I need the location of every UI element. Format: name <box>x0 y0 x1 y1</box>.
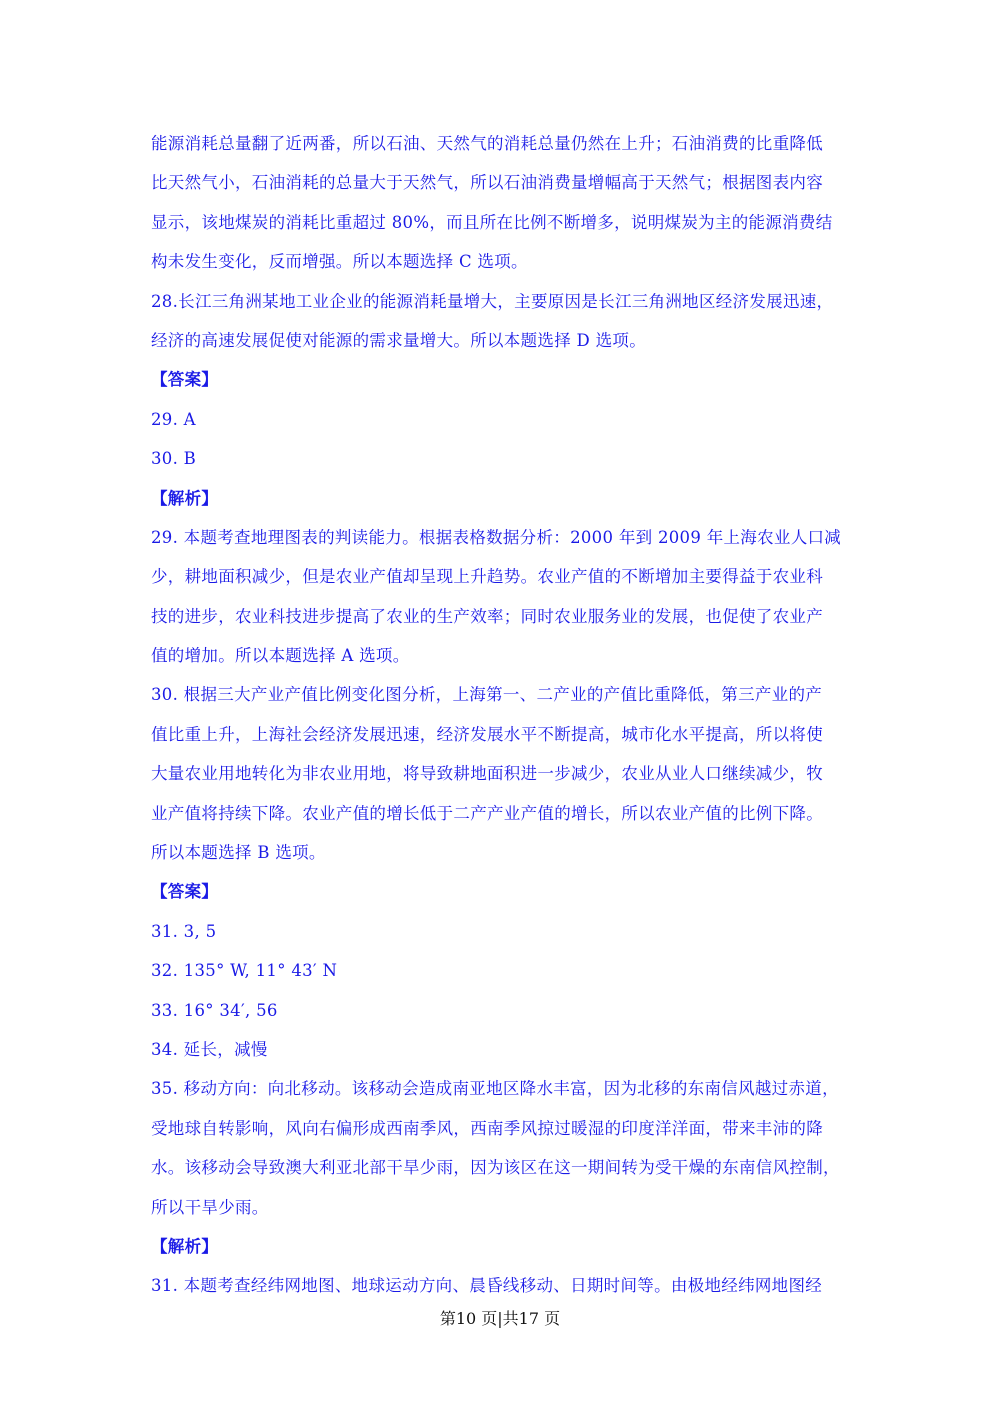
text-line: 业产值将持续下降。农业产值的增长低于二产产业产值的增长，所以农业产值的比例下降。 <box>151 803 823 823</box>
text-line: 大量农业用地转化为非农业用地，将导致耕地面积进一步减少，农业从业人口继续减少，牧 <box>151 764 823 784</box>
text-line: 所以干旱少雨。 <box>151 1197 269 1217</box>
section-heading-analysis: 【解析】 <box>151 488 219 508</box>
answer-line: 31. 3, 5 <box>151 921 217 941</box>
text-line: 能源消耗总量翻了近两番，所以石油、天然气的消耗总量仍然在上升；石油消费的比重降低 <box>151 134 823 153</box>
text-line: 技的进步，农业科技进步提高了农业的生产效率；同时农业服务业的发展，也促使了农业产 <box>151 606 823 626</box>
text-line: 显示，该地煤炭的消耗比重超过 80%，而且所在比例不断增多，说明煤炭为主的能源消费结 <box>151 212 833 232</box>
text-line: 28.长江三角洲某地工业企业的能源消耗量增大，主要原因是长江三角洲地区经济发展迅速， <box>151 291 834 311</box>
text-line: 30. 根据三大产业产值比例变化图分析，上海第一、二产业的产值比重降低，第三产业的产 <box>151 685 823 705</box>
text-line: 水。该移动会导致澳大利亚北部干旱少雨，因为该区在这一期间转为受干燥的东南信风控制， <box>151 1158 840 1178</box>
page-footer: 第10 页|共17 页 <box>439 1309 561 1328</box>
section-heading-analysis: 【解析】 <box>151 1236 219 1256</box>
text-line: 所以本题选择 B 选项。 <box>151 843 326 863</box>
text-line: 35. 移动方向：向北移动。该移动会造成南亚地区降水丰富，因为北移的东南信风越过赤道， <box>151 1079 839 1099</box>
text-line: 31. 本题考查经纬网地图、地球运动方向、晨昏线移动、日期时间等。由极地经纬网地图经 <box>151 1276 823 1296</box>
text-line: 比天然气小，石油消耗的总量大于天然气，所以石油消费量增幅高于天然气；根据图表内容 <box>151 173 823 193</box>
text-line: 受地球自转影响，风向右偏形成西南季风，西南季风掠过暖湿的印度洋洋面，带来丰沛的降 <box>151 1118 823 1138</box>
text-line: 构未发生变化，反而增强。所以本题选择 C 选项。 <box>151 252 528 272</box>
text-line: 29. 本题考查地理图表的判读能力。根据表格数据分析：2000 年到 2009 年上海农业人口减 <box>151 527 842 547</box>
answer-line: 34. 延长，减慢 <box>151 1039 268 1059</box>
document-body <box>151 124 851 1306</box>
answer-line: 33. 16° 34′, 56 <box>151 1000 278 1020</box>
text-line: 值的增加。所以本题选择 A 选项。 <box>151 646 410 666</box>
text-line: 经济的高速发展促使对能源的需求量增大。所以本题选择 D 选项。 <box>151 330 647 350</box>
answer-line: 32. 135° W, 11° 43′ N <box>151 961 338 981</box>
text-line: 少，耕地面积减少，但是农业产值却呈现上升趋势。农业产值的不断增加主要得益于农业科 <box>151 567 823 587</box>
answer-line: 29. A <box>151 409 196 429</box>
text-line: 值比重上升，上海社会经济发展迅速，经济发展水平不断提高，城市化水平提高，所以将使 <box>151 724 823 744</box>
section-heading-answer: 【答案】 <box>151 370 219 390</box>
section-heading-answer: 【答案】 <box>151 882 219 902</box>
answer-line: 30. B <box>151 449 197 469</box>
